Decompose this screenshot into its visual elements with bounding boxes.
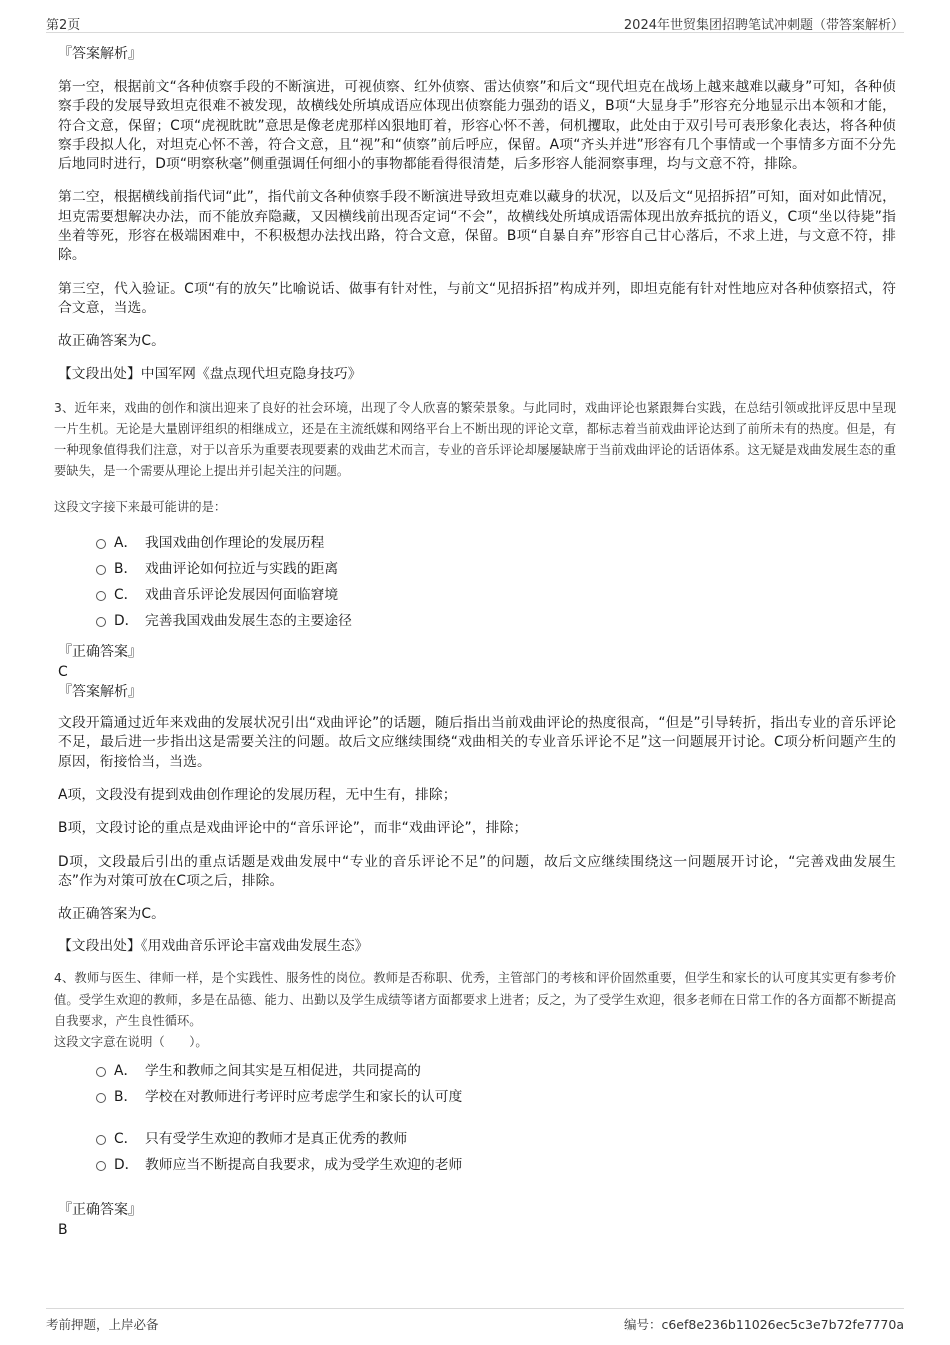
q3-analysis-p2: A项，文段没有提到戏曲创作理论的发展历程，无中生有，排除； <box>58 786 457 803</box>
page-number: 第2页 <box>46 18 81 33</box>
q2-analysis-label: 『答案解析』 <box>58 46 142 62</box>
option-letter: A． <box>114 535 138 552</box>
footer-slogan: 考前押题，上岸必备 <box>46 1317 159 1332</box>
q2-analysis-p2: 第二空，根据横线前指代词“此”，指代前文各种侦察手段不断演进导致坦克难以藏身的状况，以及后文“见招拆招”可知，面对如此情况，坦克需要想解决办法，而不能放弃隐藏，又因横线前出现否定词“不会”，故横线处所填成语需体现出放弃抵抗的语义，C项“坐以待毙”指坐着等死，形容在极端困难中，不积极想办法找出路，符合文意，保留。B项“自暴自弃”形容自己甘心落后，不求上进，与文意不符，排除。 <box>58 189 896 264</box>
option-text: 只有受学生欢迎的教师才是真正优秀的教师 <box>145 1130 408 1147</box>
radio-icon[interactable] <box>96 617 106 627</box>
q4-stem: 4、教师与医生、律师一样，是个实践性、服务性的岗位。教师是否称职、优秀，主管部门的考核和评价固然重要，但学生和家长的认可度其实更有参考价值。受学生欢迎的教师，多是在品德、能力、出勤以及学生成绩等诸方面都要求上进者；反之，为了受学生欢迎，很多老师在日常工作的各方面都不断提高自我要求，产生良性循环。 <box>54 971 896 1029</box>
q2-analysis-p3: 第三空，代入验证。C项“有的放矢”比喻说话、做事有针对性，与前文“见招拆招”构成并列，即坦克能有针对性地应对各种侦察招式，符合文意，当选。 <box>58 280 896 316</box>
q4-option-c[interactable] <box>54 1126 896 1152</box>
option-letter: C． <box>114 1130 138 1147</box>
q3-option-a[interactable] <box>54 530 896 556</box>
q4-options <box>54 1058 896 1178</box>
q4-question: 这段文字意在说明（ ）。 <box>54 1035 208 1050</box>
q3-stem: 3、近年来，戏曲的创作和演出迎来了良好的社会环境，出现了令人欣喜的繁荣景象。与此同时，戏曲评论也紧跟舞台实践，在总结引领或批评反思中呈现一片生机。无论是大量剧评组织的相继成立，还是在主流纸媒和网络平台上不断出现的评论文章，都标志着当前戏曲评论达到了前所未有的热度。但是，有一种现象值得我们注意，对于以音乐为重要表现要素的戏曲艺术而言，专业的音乐评论却屡屡缺席于当前戏曲评论的话语体系。这无疑是戏曲发展生态的重要缺失，是一个需要从理论上提出并引起关注的问题。 <box>54 400 896 479</box>
page-header <box>46 12 904 33</box>
radio-icon[interactable] <box>96 1093 106 1103</box>
option-text: 教师应当不断提高自我要求，成为受学生欢迎的老师 <box>145 1156 463 1173</box>
q3-conclusion: 故正确答案为C。 <box>58 906 166 923</box>
q4-answer-label: 『正确答案』 <box>58 1201 142 1218</box>
q3-analysis-p3: B项，文段讨论的重点是戏曲评论中的“音乐评论”，而非“戏曲评论”，排除； <box>58 820 528 837</box>
q3-options <box>54 530 896 634</box>
q3-option-b[interactable] <box>54 556 896 582</box>
document-id: 编号：c6ef8e236b11026ec5c3e7b72fe7770a <box>623 1317 904 1332</box>
radio-icon[interactable] <box>96 1161 106 1171</box>
q3-answer-label: 『正确答案』 <box>58 644 142 661</box>
q3-source: 【文段出处】《用戏曲音乐评论丰富戏曲发展生态》 <box>58 938 369 955</box>
radio-icon[interactable] <box>96 539 106 549</box>
option-text: 学生和教师之间其实是互相促进，共同提高的 <box>145 1062 421 1079</box>
radio-icon[interactable] <box>96 565 106 575</box>
radio-icon[interactable] <box>96 1067 106 1077</box>
q3-option-c[interactable] <box>54 582 896 608</box>
option-text: 戏曲音乐评论发展因何面临窘境 <box>145 587 339 604</box>
q3-question: 这段文字接下来最可能讲的是： <box>54 499 227 514</box>
page-footer <box>46 1308 904 1333</box>
radio-icon[interactable] <box>96 591 106 601</box>
option-text: 完善我国戏曲发展生态的主要途径 <box>145 613 352 630</box>
option-letter: A． <box>114 1062 138 1079</box>
q3-analysis-p1: 文段开篇通过近年来戏曲的发展状况引出“戏曲评论”的话题，随后指出当前戏曲评论的热度很高，“但是”引导转折，指出专业的音乐评论不足，最后进一步指出这是需要关注的问题。故后文应继续围绕“戏曲相关的专业音乐评论不足”这一问题展开讨论。C项分析问题产生的原因，衔接恰当，当选。 <box>58 715 896 770</box>
option-letter: D． <box>114 1156 139 1173</box>
option-text: 我国戏曲创作理论的发展历程 <box>145 535 325 552</box>
q3-answer: C <box>58 664 68 681</box>
document-title: 2024年世贸集团招聘笔试冲刺题（带答案解析） <box>623 18 904 33</box>
q3-analysis-label: 『答案解析』 <box>58 684 142 701</box>
option-letter: C． <box>114 587 138 604</box>
q4-answer: B <box>58 1221 68 1238</box>
option-letter: D． <box>114 613 139 630</box>
q3-option-d[interactable] <box>54 608 896 634</box>
option-text: 学校在对教师进行考评时应考虑学生和家长的认可度 <box>145 1088 463 1105</box>
option-text: 戏曲评论如何拉近与实践的距离 <box>145 561 339 578</box>
q4-option-b[interactable] <box>54 1084 896 1110</box>
document-body <box>54 44 896 1240</box>
q2-analysis-p1: 第一空，根据前文“各种侦察手段的不断演进，可视侦察、红外侦察、雷达侦察”和后文“现代坦克在战场上越来越难以藏身”可知，各种侦察手段的发展导致坦克很难不被发现，故横线处所填成语应体现出侦察能力强劲的语义，B项“大显身手”形容充分地显示出本领和才能，符合文意，保留；C项“虎视眈眈”意思是像老虎那样凶狠地盯着，形容心怀不善，伺机攫取，此处由于双引号可表形象化表达，将各种侦察手段拟人化，对坦克心怀不善，符合文意，且“视”和“侦察”前后呼应，保留。A项“齐头并进”形容有几个事情或一个事情多方面不分先后地同时进行，D项“明察秋毫”侧重强调任何细小的事物都能看得很清楚，后多形容人能洞察事理，均与文意不符，排除。 <box>58 79 896 173</box>
option-letter: B． <box>114 1088 138 1105</box>
q2-source: 【文段出处】中国军网《盘点现代坦克隐身技巧》 <box>58 365 362 382</box>
q4-option-d[interactable] <box>54 1152 896 1178</box>
radio-icon[interactable] <box>96 1135 106 1145</box>
q2-conclusion: 故正确答案为C。 <box>58 333 166 350</box>
q4-option-a[interactable] <box>54 1058 896 1084</box>
option-letter: B． <box>114 561 138 578</box>
q3-analysis-p4: D项，文段最后引出的重点话题是戏曲发展中“专业的音乐评论不足”的问题，故后文应继续围绕这一问题展开讨论，“完善戏曲发展生态”作为对策可放在C项之后，排除。 <box>58 853 896 889</box>
